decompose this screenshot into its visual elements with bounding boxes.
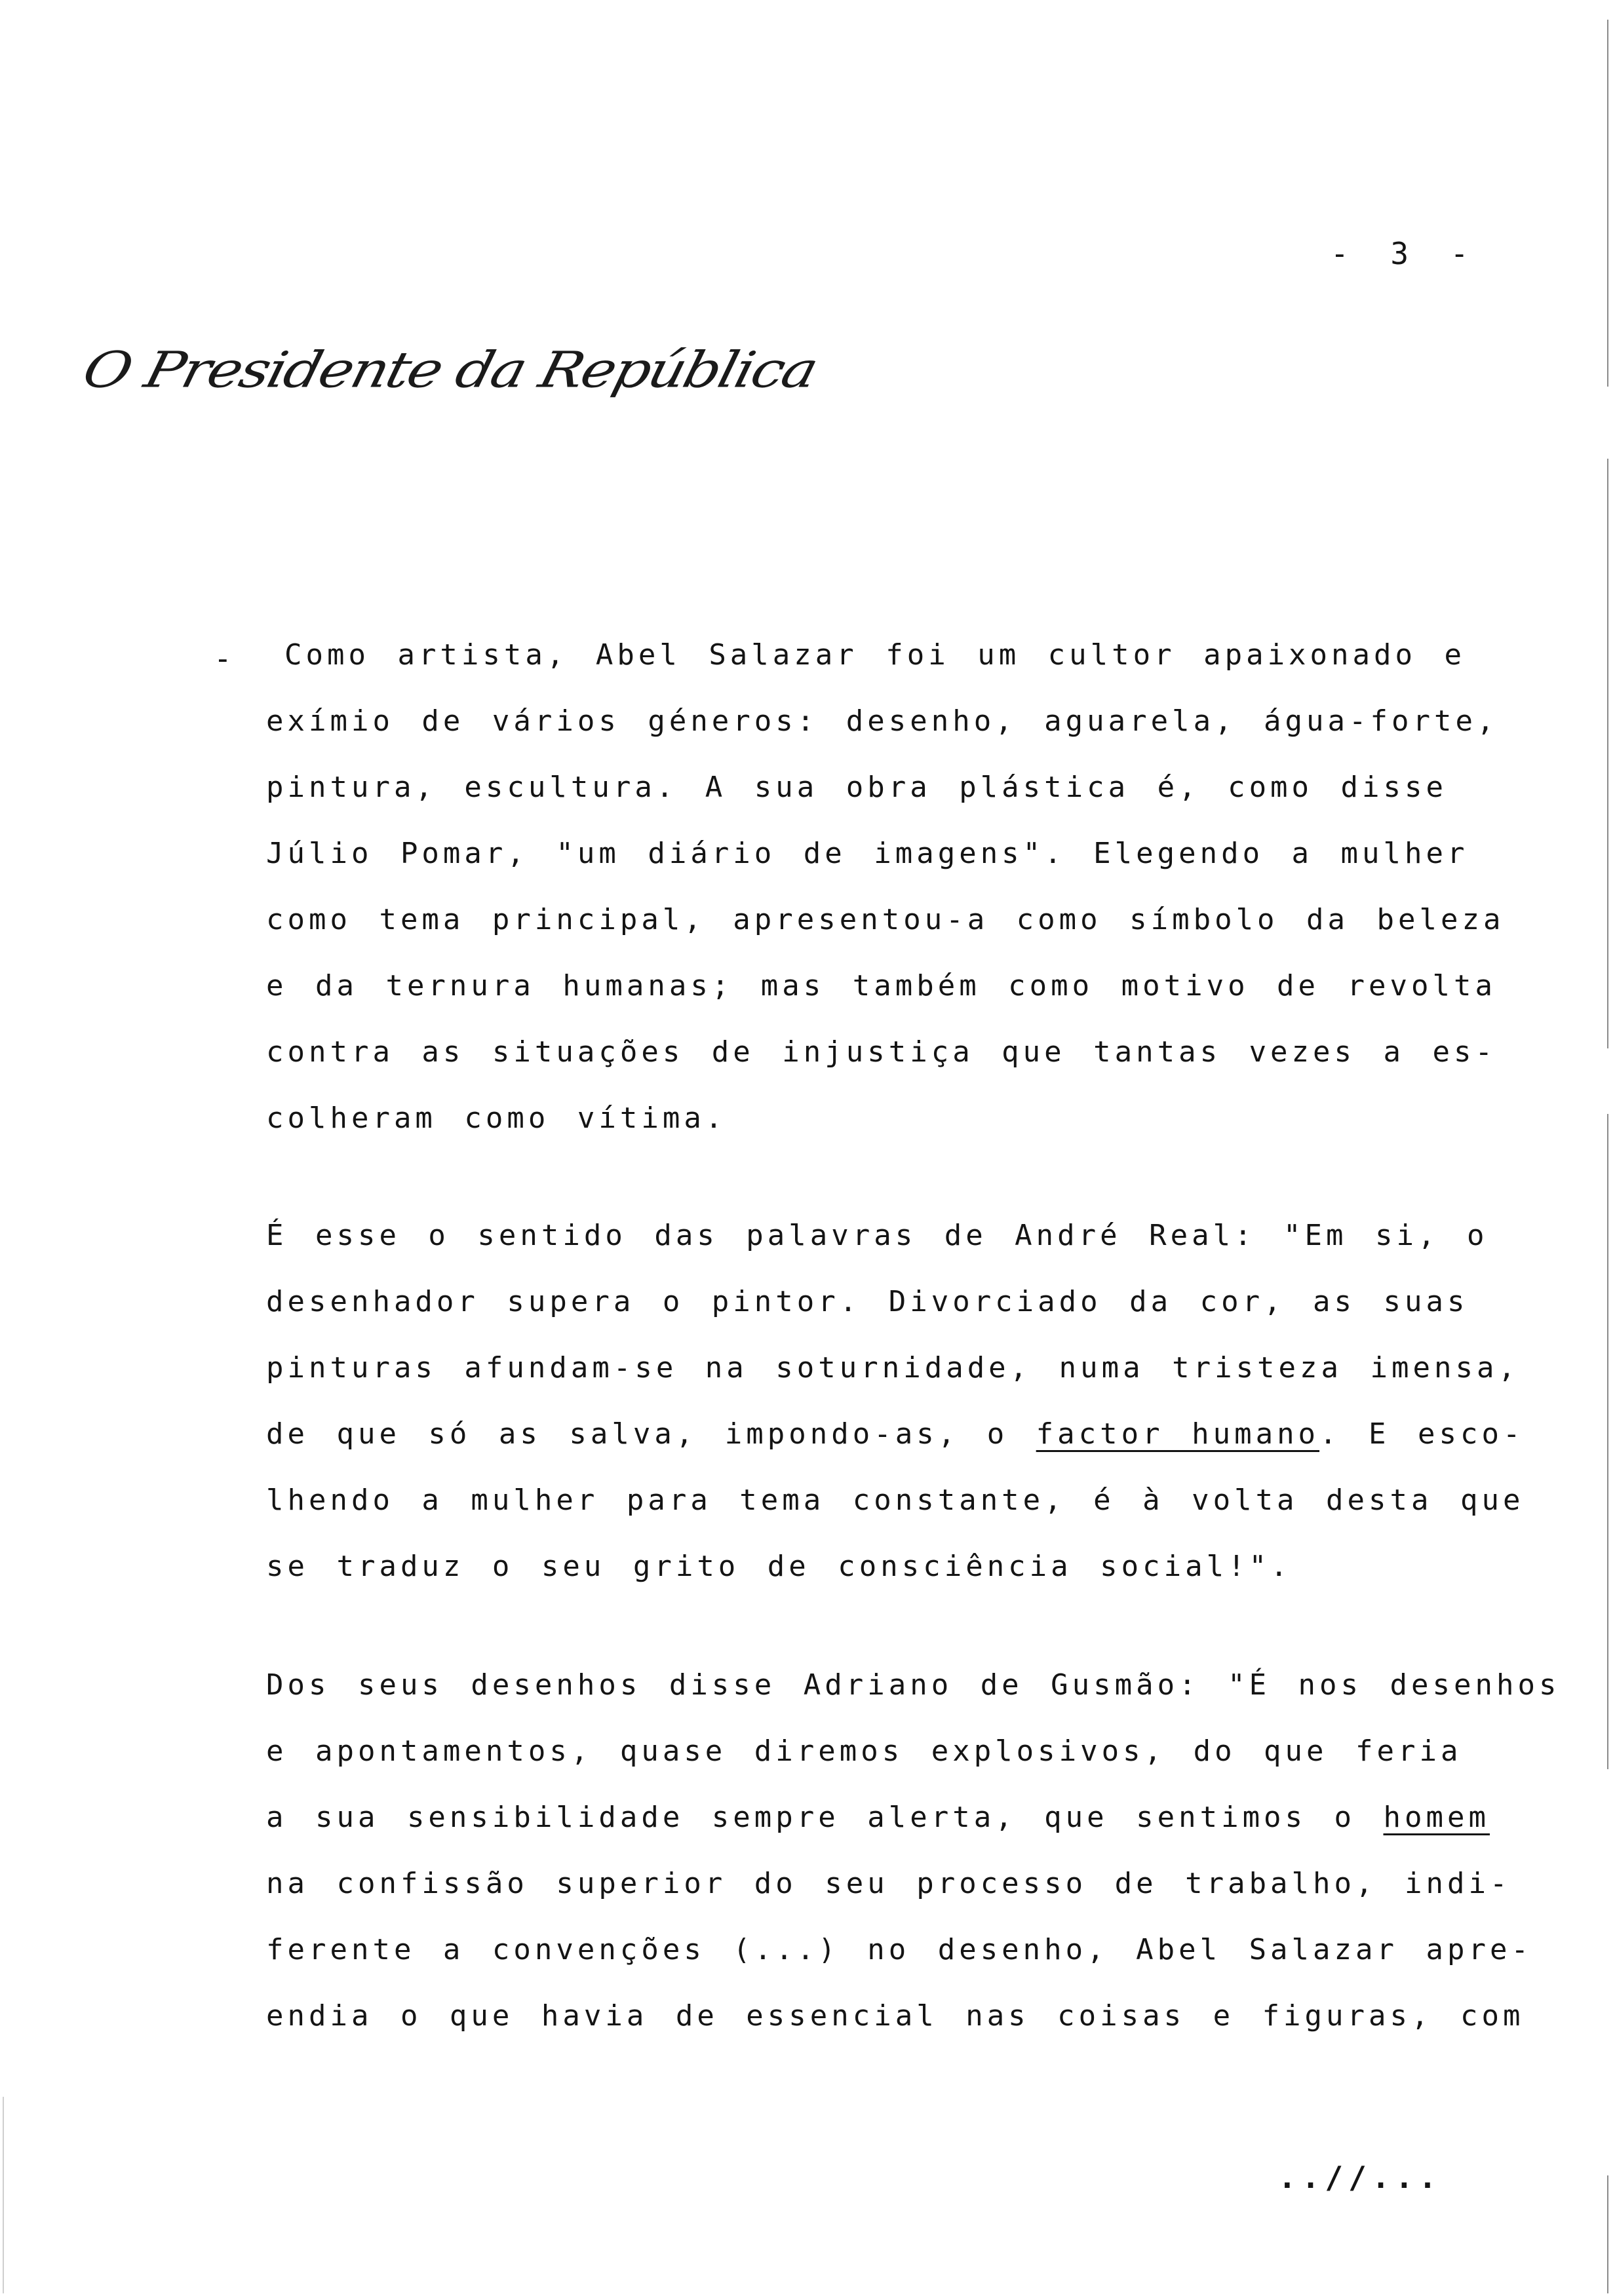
text-line	[266, 1798, 1490, 1864]
underlined-word: homem	[1383, 1801, 1490, 1834]
page-number: - 3 -	[1331, 236, 1481, 271]
letterhead-signature: O Presidente da República	[77, 341, 823, 399]
text-line: exímio de vários géneros: desenho, aguarela, água-forte,	[266, 704, 1498, 738]
text-line: Dos seus desenhos disse Adriano de Gusmão: "É nos desenhos	[266, 1668, 1561, 1702]
scan-edge-line	[1607, 459, 1608, 1048]
paragraph-1	[266, 636, 1505, 1165]
text-line: e da ternura humanas; mas também como motivo de revolta	[266, 969, 1496, 1003]
text-line: lhendo a mulher para tema constante, é à volta desta que	[266, 1483, 1525, 1517]
text-line: Como artista, Abel Salazar foi um cultor apaixonado e	[284, 638, 1466, 672]
text-line: É esse o sentido das palavras de André Real: "Em si, o	[266, 1219, 1489, 1252]
scan-edge-line	[3, 2097, 4, 2293]
text-segment: de que só as salva, impondo-as, o	[266, 1417, 1036, 1451]
text-line: contra as situações de injustiça que tantas vezes a es-	[266, 1035, 1496, 1069]
bullet-dash: -	[214, 641, 232, 676]
text-line: e apontamentos, quase diremos explosivos, do que feria	[266, 1734, 1462, 1768]
scan-edge-line	[1607, 2175, 1608, 2293]
text-segment: . E esco-	[1319, 1417, 1525, 1451]
text-line: na confissão superior do seu processo de trabalho, indi-	[266, 1867, 1511, 1900]
text-line: como tema principal, apresentou-a como símbolo da beleza	[266, 903, 1505, 936]
scan-edge-line	[1607, 20, 1608, 387]
text-line: endia o que havia de essencial nas coisas e figuras, com	[266, 1999, 1525, 2033]
text-line: Júlio Pomar, "um diário de imagens". Elegendo a mulher	[266, 837, 1469, 870]
paragraph-3	[266, 1666, 1561, 2063]
underlined-phrase: factor humano	[1036, 1417, 1320, 1451]
text-line: ferente a convenções (...) no desenho, Abel Salazar apre-	[266, 1933, 1532, 1966]
scan-edge-line	[1607, 1114, 1608, 1769]
text-line: desenhador supera o pintor. Divorciado da cor, as suas	[266, 1285, 1469, 1318]
paragraph-2	[266, 1216, 1525, 1613]
text-segment: a sua sensibilidade sempre alerta, que sentimos o	[266, 1801, 1384, 1834]
text-line: pinturas afundam-se na soturnidade, numa tristeza imensa,	[266, 1351, 1519, 1385]
text-line	[266, 1415, 1525, 1481]
continuation-mark: ..//...	[1278, 2160, 1442, 2195]
text-line: pintura, escultura. A sua obra plástica é, como disse	[266, 771, 1447, 804]
text-line: se traduz o seu grito de consciência social!".	[266, 1550, 1292, 1583]
text-line: colheram como vítima.	[266, 1101, 727, 1135]
